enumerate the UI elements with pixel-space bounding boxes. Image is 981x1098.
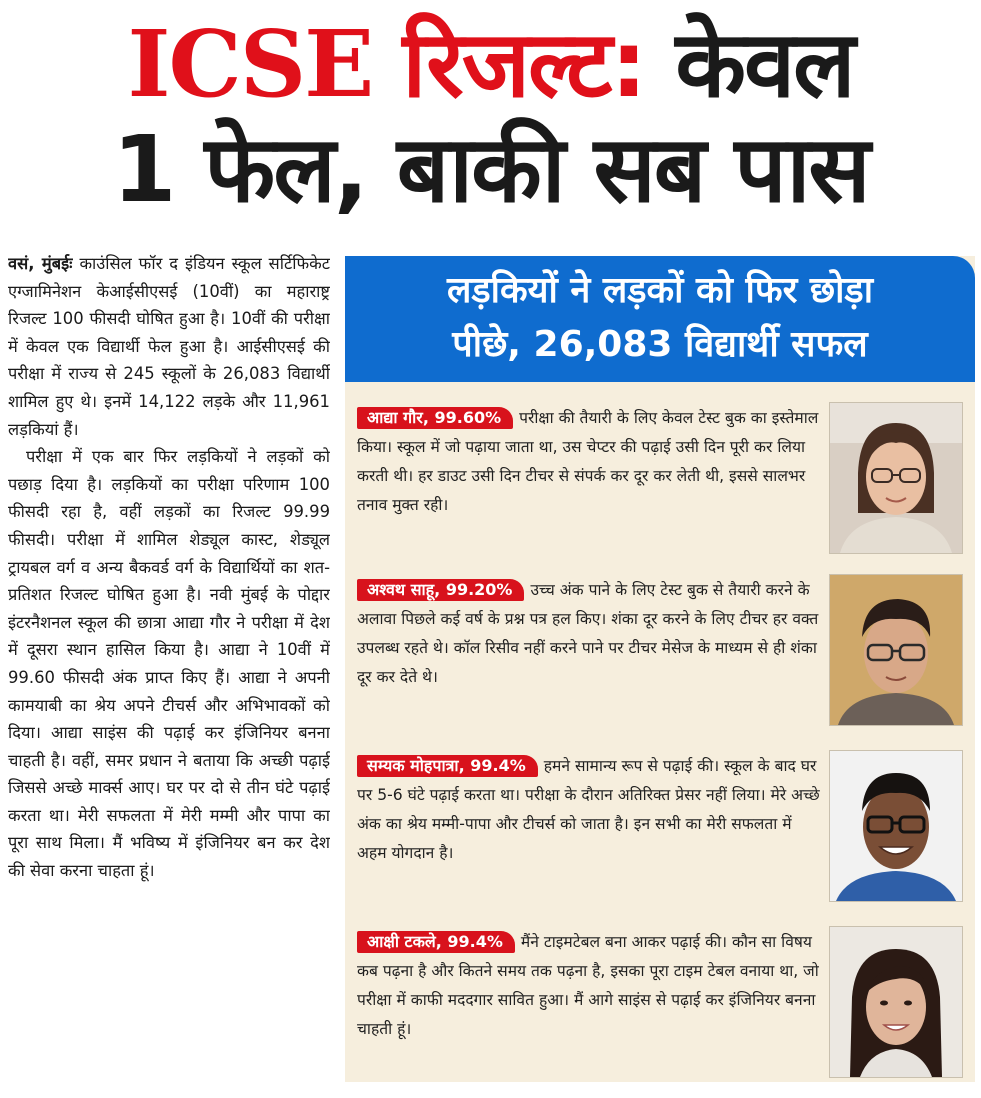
banner-line-1: लड़कियों ने लड़कों को फिर छोड़ा <box>446 270 874 311</box>
headline <box>0 0 981 240</box>
toppers-panel <box>345 256 975 1082</box>
topper-name-tag: अश्वथ साहू, 99.20% <box>357 579 524 601</box>
article-paragraph-1-text: काउंसिल फॉर द इंडियन स्कूल सर्टिफिकेट एग्जामिनेशन केआईसीएसई (10वीं) का महाराष्ट्र रिजल्ट 100 फीसदी घोषित हुआ है। 10वीं की परीक्षा में केवल एक विद्यार्थी फेल हुआ है। आईसीएसई की परीक्षा में राज्य से 245 स्कूलों के 26,083 विद्यार्थी शामिल हुए थे। इनमें 14,122 लड़के और 11,961 लड़कियां हैं। <box>8 254 330 439</box>
portrait-boy-glasses-icon <box>830 575 962 725</box>
headline-result: रिजल्ट: <box>402 11 646 118</box>
topper-text: परीक्षा की तैयारी के लिए केवल टेस्ट बुक का इस्तेमाल किया। स्कूल में जो पढ़ाया जाता था, उस चेप्टर की पढ़ाई उसी दिन पूरी कर लिया करती थी। हर डाउट उसी दिन टीचर से संपर्क कर दूर कर लेती थी, इससे सालभर तनाव मुक्त रही। <box>357 409 819 514</box>
article-paragraph-1 <box>8 250 330 443</box>
topper-photo <box>829 402 963 554</box>
topper-name-tag: आक्षी टकले, 99.4% <box>357 931 515 953</box>
topper-quote <box>357 576 823 692</box>
headline-line-1 <box>0 12 981 117</box>
topper-quote <box>357 928 823 1044</box>
portrait-girl-smiling-icon <box>830 927 962 1077</box>
article-body <box>8 250 330 1090</box>
banner-line-2: पीछे, 26,083 विद्यार्थी सफल <box>452 324 868 365</box>
topper-name-tag: आद्या गौर, 99.60% <box>357 407 513 429</box>
topper-name-tag: सम्यक मोहपात्रा, 99.4% <box>357 755 538 777</box>
headline-icse: ICSE <box>127 10 373 118</box>
topper-card <box>357 402 963 557</box>
topper-photo <box>829 750 963 902</box>
sub-headline-banner <box>345 256 975 382</box>
topper-text: मैंने टाइमटेबल बना आकर पढ़ाई की। कौन सा विषय कब पढ़ना है और कितने समय तक पढ़ना है, इसका पूरा टाइम टेबल वनाया था, जो परीक्षा में काफी मददगार सावित हुआ। मैं आगे साइंस से पढ़ाई कर इंजिनियर बनना चाहती हूं। <box>357 933 819 1038</box>
topper-quote <box>357 752 823 868</box>
topper-text: उच्च अंक पाने के लिए टेस्ट बुक से तैयारी करने के अलावा पिछले कई वर्ष के प्रश्न पत्र हल किए। शंका दूर करने के लिए टीचर हर वक्त उपलब्ध रहते थे। कॉल रिसीव नहीं करने पाने पर टीचर मेसेज के माध्यम से ही शंका दूर कर देते थे। <box>357 581 819 686</box>
portrait-girl-glasses-icon <box>830 403 962 553</box>
topper-card <box>357 574 963 729</box>
topper-photo <box>829 926 963 1078</box>
article-paragraph-2: परीक्षा में एक बार फिर लड़कियों ने लड़कों को पछाड़ दिया है। लड़कियों का परीक्षा परिणाम 100 फीसदी रहा है, वहीं लड़कों का रिजल्ट 99.99 फीसदी। परीक्षा में शामिल शेड्यूल कास्ट, शेड्यूल ट्रायबल वर्ग व अन्य बैकवर्ड वर्ग के विद्यार्थियों का शत-प्रतिशत रिजल्ट घोषित हुआ है। नवी मुंबई के पोद्दार इंटरनैशनल स्कूल की छात्रा आद्या गौर ने परीक्षा में देश में दूसरा स्थान हासिल किया है। आद्या ने 10वीं में 99.60 फीसदी अंक प्राप्त किए हैं। आद्या ने अपनी कामयाबी का श्रेय अपने टीचर्स और अभिभावकों को दिया। आद्या साइंस की पढ़ाई कर इंजिनियर बनना चाहती है। वहीं, समर प्रधान ने बताया कि अच्छी पढ़ाई जिससे अच्छे मार्क्स आए। घर पर दो से तीन घंटे पढ़ाई करता था। मेरी सफलता में मेरी मम्मी और पापा का पूरा साथ मिला। मैं भविष्य में इंजिनियर बन कर देश की सेवा करना चाहता हूं। <box>8 447 330 881</box>
topper-card <box>357 926 963 1081</box>
portrait-boy-smiling-icon <box>830 751 962 901</box>
topper-quote <box>357 404 823 520</box>
dateline: वसं, मुंबईः <box>8 254 73 273</box>
topper-text: हमने सामान्य रूप से पढ़ाई की। स्कूल के बाद घर पर 5-6 घंटे पढ़ाई करता था। परीक्षा के दौरान अतिरिक्त प्रेसर नहीं लिया। मेरे अच्छे अंक का श्रेय मम्मी-पापा और टीचर्स को जाता है। इन सभी का मेरी सफलता में अहम योगदान है। <box>357 757 820 862</box>
topper-card <box>357 750 963 905</box>
headline-line-2: 1 फेल, बाकी सब पास <box>112 116 869 223</box>
headline-only: केवल <box>675 11 854 118</box>
topper-photo <box>829 574 963 726</box>
